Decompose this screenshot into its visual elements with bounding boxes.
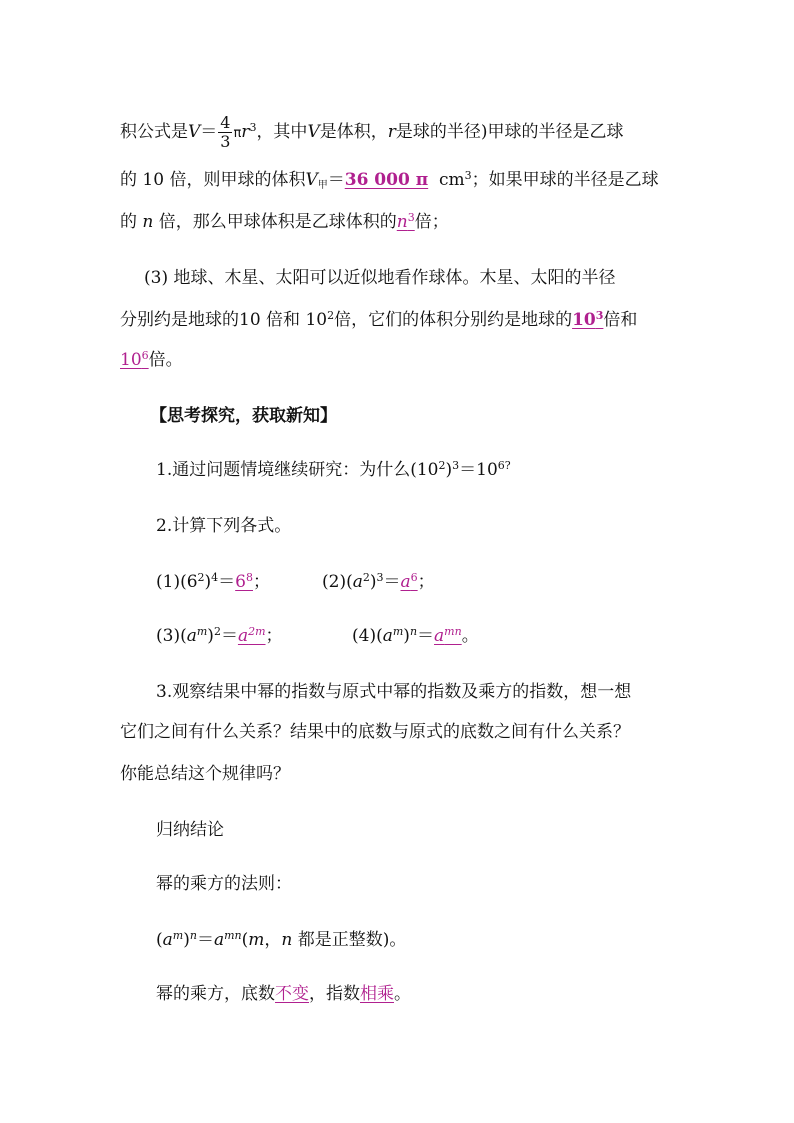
answer-exponent: 3: [407, 211, 415, 224]
answer-base: a: [434, 626, 445, 646]
var-a: a: [162, 930, 173, 950]
var-r: r: [241, 122, 250, 142]
answer-base: n: [396, 212, 408, 232]
power-rule-text: [156, 982, 411, 1006]
var-n: n: [281, 930, 293, 950]
fraction-numerator: 4: [220, 113, 231, 132]
question-3-line1: 3.观察结果中幂的指数与原式中幂的指数及乘方的指数，想一想: [156, 682, 632, 702]
text: (: [156, 930, 163, 950]
power-rule-formula: [156, 928, 406, 952]
answer-exponent: 6: [410, 571, 418, 584]
equals: ＝: [218, 572, 236, 592]
exercise-2: [322, 570, 435, 594]
section-heading: 【思考探究，获取新知】: [150, 406, 337, 426]
pi-symbol: π: [233, 126, 242, 141]
answer-base: 10: [572, 310, 596, 330]
fraction-denominator: 3: [220, 132, 231, 151]
exponent: n: [409, 625, 418, 638]
exponent: 3: [464, 169, 472, 182]
text: 1.通过问题情境继续研究：为什么(10: [156, 460, 439, 480]
text: 倍。: [148, 350, 183, 370]
text: ＝10: [459, 460, 498, 480]
question-mark: ?: [504, 459, 511, 472]
text: ；: [417, 572, 435, 592]
p2-line3: [120, 348, 183, 372]
exponent: 2: [438, 459, 446, 472]
subscript-jia: 甲: [317, 180, 328, 191]
p1-line2: [120, 168, 659, 192]
text: (1)(6: [156, 572, 198, 592]
p2-line2: [120, 308, 637, 332]
text: (3)(: [156, 626, 187, 646]
question-2: 2.计算下列各式。: [156, 516, 292, 536]
question-1: [156, 458, 511, 482]
var-a: a: [186, 626, 197, 646]
var-n: n: [142, 212, 154, 232]
answer-10-power-6: [120, 350, 149, 370]
answer-exponent: 3: [595, 309, 604, 322]
equals: ＝: [196, 930, 214, 950]
answer-10-cubed: [572, 310, 603, 330]
p2-line1: (3) 地球、木星、太阳可以近似地看作球体。木星、太阳的半径: [144, 268, 616, 288]
answer-base: 10: [120, 350, 142, 370]
text: 的 10 倍，则甲球的体积: [120, 170, 306, 190]
var-v: V: [188, 122, 201, 142]
text: ): [369, 572, 377, 592]
text: ，: [264, 930, 282, 950]
answer-n-cubed: [397, 212, 415, 232]
exponent: 2: [197, 571, 205, 584]
answer-exercise-3: [238, 626, 266, 646]
p1-line1: [120, 114, 624, 151]
p1-line3: [120, 210, 449, 234]
question-3-line3: 你能总结这个规律吗？: [120, 764, 290, 784]
answer-volume: 36 000 π: [344, 170, 429, 190]
answer-base: a: [237, 626, 249, 646]
summary-title: 归纳结论: [156, 820, 224, 840]
text: ，其中: [256, 122, 308, 142]
question-3-line2: 它们之间有什么关系？结果中的底数与原式的底数之间有什么关系？: [120, 722, 630, 742]
text: ，指数: [309, 984, 360, 1004]
exponent: 4: [211, 571, 219, 584]
text: 。: [461, 626, 479, 646]
var-a: a: [352, 572, 363, 592]
exponent: 2: [362, 571, 370, 584]
exponent: 3: [249, 121, 257, 134]
text: 倍，它们的体积分别约是地球的: [334, 310, 573, 330]
answer-base: a: [400, 572, 411, 592]
answer-exponent: mn: [444, 625, 462, 638]
exponent: 3: [376, 571, 384, 584]
answer-exponent: 8: [246, 571, 253, 584]
text: (: [241, 930, 249, 950]
exercise-4: [352, 624, 479, 648]
text: 倍，那么甲球体积是乙球体积的: [158, 212, 397, 232]
text: 是球的半径)甲球的半径是乙球: [395, 122, 624, 142]
var-v: V: [307, 122, 320, 142]
unit: cm: [438, 170, 465, 190]
text: ；: [253, 572, 270, 592]
fraction-four-thirds: [218, 114, 232, 151]
answer-exercise-4: [434, 626, 462, 646]
text: ): [445, 460, 453, 480]
var-v: V: [305, 170, 318, 190]
exponent: 3: [452, 459, 460, 472]
text: ): [204, 572, 212, 592]
var-a: a: [382, 626, 393, 646]
text: 都是正整数)。: [292, 930, 407, 950]
text: 积公式是: [120, 122, 188, 142]
answer-base: 6: [235, 572, 246, 592]
var-r: r: [387, 122, 396, 142]
var-m: m: [248, 930, 265, 950]
exponent: m: [196, 625, 208, 638]
exercise-3: [156, 624, 283, 648]
answer-exponent: 2m: [248, 625, 266, 638]
answer-exercise-2: [401, 572, 418, 592]
text: 幂的乘方，底数: [156, 984, 275, 1004]
text: 是体积，: [319, 122, 388, 142]
text: 的: [120, 212, 137, 232]
exercise-1: [156, 570, 270, 594]
equals: ＝: [383, 572, 401, 592]
answer-exponents-multiply: 相乘: [360, 984, 394, 1004]
exponent: m: [172, 929, 184, 942]
exponent: n: [189, 929, 197, 942]
answer-exercise-1: [235, 572, 253, 592]
exponent: m: [392, 625, 404, 638]
exponent: 2: [327, 309, 335, 322]
equals: ＝: [327, 170, 345, 190]
text: ): [183, 930, 190, 950]
answer-base-unchanged: 不变: [275, 984, 309, 1004]
text: ；: [265, 626, 283, 646]
equals: ＝: [220, 626, 238, 646]
text: 倍和: [603, 310, 638, 330]
text: (4)(: [352, 626, 383, 646]
var-a: a: [213, 930, 225, 950]
exponent: mn: [224, 929, 242, 942]
equals: ＝: [417, 626, 435, 646]
equals: ＝: [200, 122, 218, 142]
rule-title: 幂的乘方的法则：: [156, 874, 292, 894]
text: ；如果甲球的半径是乙球: [471, 170, 659, 190]
text: ): [403, 626, 410, 646]
text: 。: [394, 984, 411, 1004]
text: 倍；: [414, 212, 449, 232]
text: ): [207, 626, 214, 646]
text: 分别约是地球的10 倍和 10: [120, 310, 328, 330]
text: (2)(: [322, 572, 353, 592]
answer-exponent: 6: [141, 349, 149, 362]
exponent: 2: [213, 625, 221, 638]
exponent: 6: [497, 459, 505, 472]
